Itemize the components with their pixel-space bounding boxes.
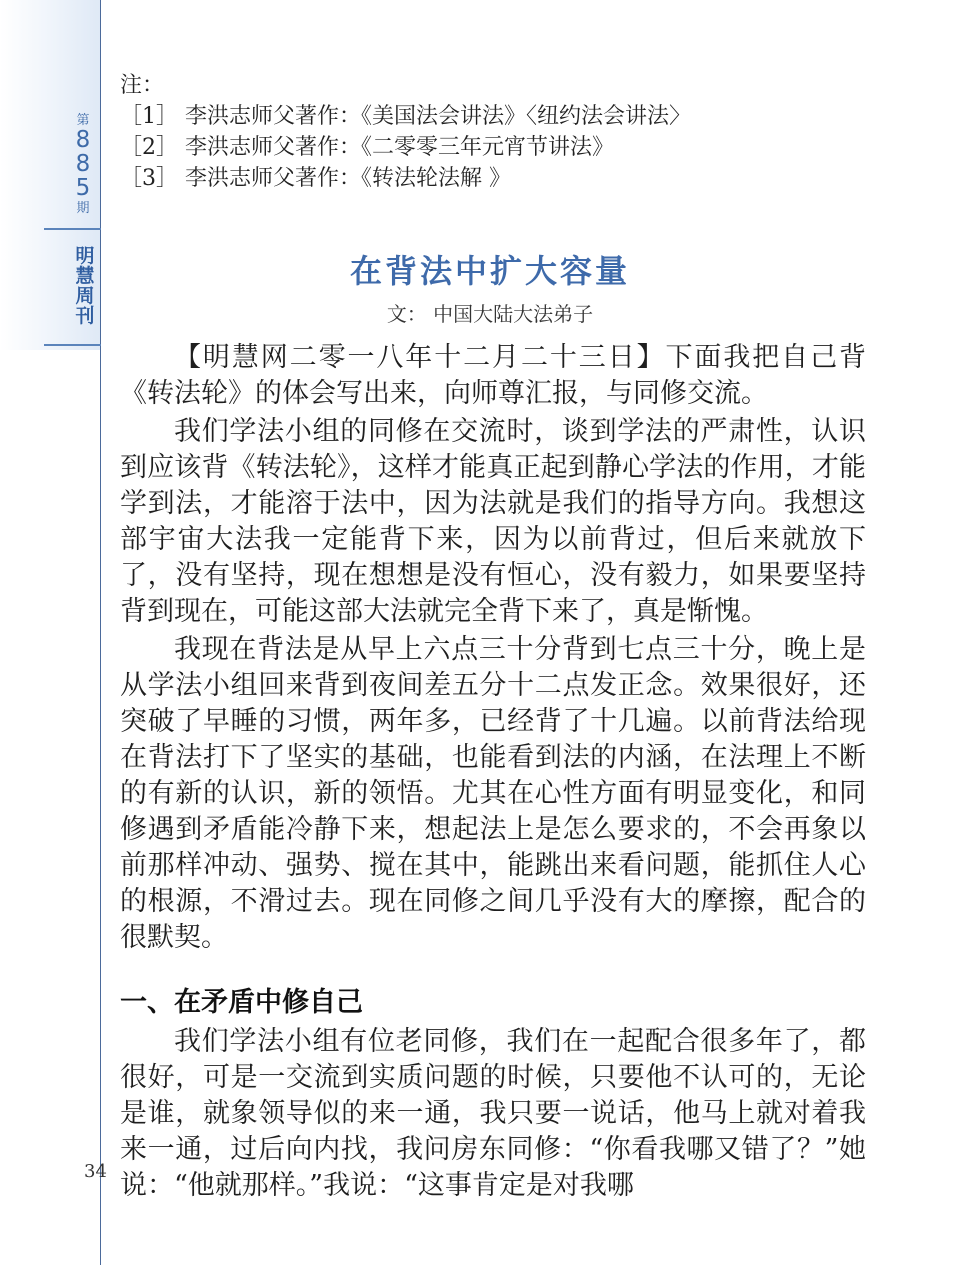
magazine-char: 周 [75, 285, 95, 307]
issue-digit: 5 [75, 175, 91, 201]
magazine-char: 慧 [75, 265, 95, 287]
article-byline: 文： 中国大陆大法弟子 [386, 302, 594, 326]
paragraph: 【明慧网二零一八年十二月二十三日】下面我把自己背《转法轮》的体会写出来，向师尊汇报，与同修交流。 [120, 342, 866, 409]
article-body [120, 340, 866, 958]
issue-suffix: 期 [76, 201, 90, 216]
issue-digit: 8 [75, 127, 91, 153]
paragraph: 我现在背法是从早上六点三十分背到七点三十分，晚上是从学法小组回来背到夜间差五分十二点发正念。效果很好，还突破了早睡的习惯，两年多，已经背了十几遍。以前背法给现在背法打下了坚实的基础，也能看到法的内涵，在法理上不断的有新的认识，新的领悟。尤其在心性方面有明显变化，和同修遇到矛盾能冷静下来，想起法上是怎么要求的，不会再象以前那样冲动、强势、搅在其中，能跳出来看问题，能抓住人心的根源，不滑过去。现在同修之间几乎没有大的摩擦，配合的很默契。 [120, 634, 866, 953]
paragraph: 我们学法小组有位老同修，我们在一起配合很多年了，都很好，可是一交流到实质问题的时候，只要他不认可的，无论是谁，就象领导似的来一通，我只要一说话，他马上就对着我来一通，过后向内找，我问房东同修：“你看我哪又错了？”她说：“他就那样。”我说：“这事肯定是对我哪 [120, 1026, 866, 1201]
sidebar-divider [44, 228, 101, 230]
paragraph: 我们学法小组的同修在交流时，谈到学法的严肃性，认识到应该背《转法轮》，这样才能真正起到静心学法的作用，才能学到法，才能溶于法中，因为法就是我们的指导方向。我想这部宇宙大法我一定能背下来，因为以前背过，但后来就放下了，没有坚持，现在想想是没有恒心，没有毅力，如果要坚持背到现在，可能这部大法就完全背下来了，真是惭愧。 [120, 416, 866, 627]
section-body [120, 1024, 866, 1206]
page-number: 34 [84, 1161, 107, 1182]
notes-label: 注： [120, 73, 165, 98]
note-item: ［1］ 李洪志师父著作：《美国法会讲法》〈纽约法会讲法〉 [120, 104, 691, 129]
notes-section [120, 70, 691, 194]
issue-prefix: 第 [76, 113, 90, 128]
note-item: ［2］ 李洪志师父著作：《二零零三年元宵节讲法》 [120, 135, 614, 160]
issue-number [60, 112, 106, 217]
issue-digit: 8 [75, 151, 91, 177]
magazine-char: 明 [75, 245, 95, 267]
section-heading: 一、在矛盾中修自己 [120, 987, 363, 1018]
sidebar-divider [44, 344, 101, 346]
magazine-char: 刊 [75, 305, 95, 327]
note-item: ［3］ 李洪志师父著作：《转法轮法解 》 [120, 166, 511, 191]
article-title: 在背法中扩大容量 [349, 252, 630, 290]
